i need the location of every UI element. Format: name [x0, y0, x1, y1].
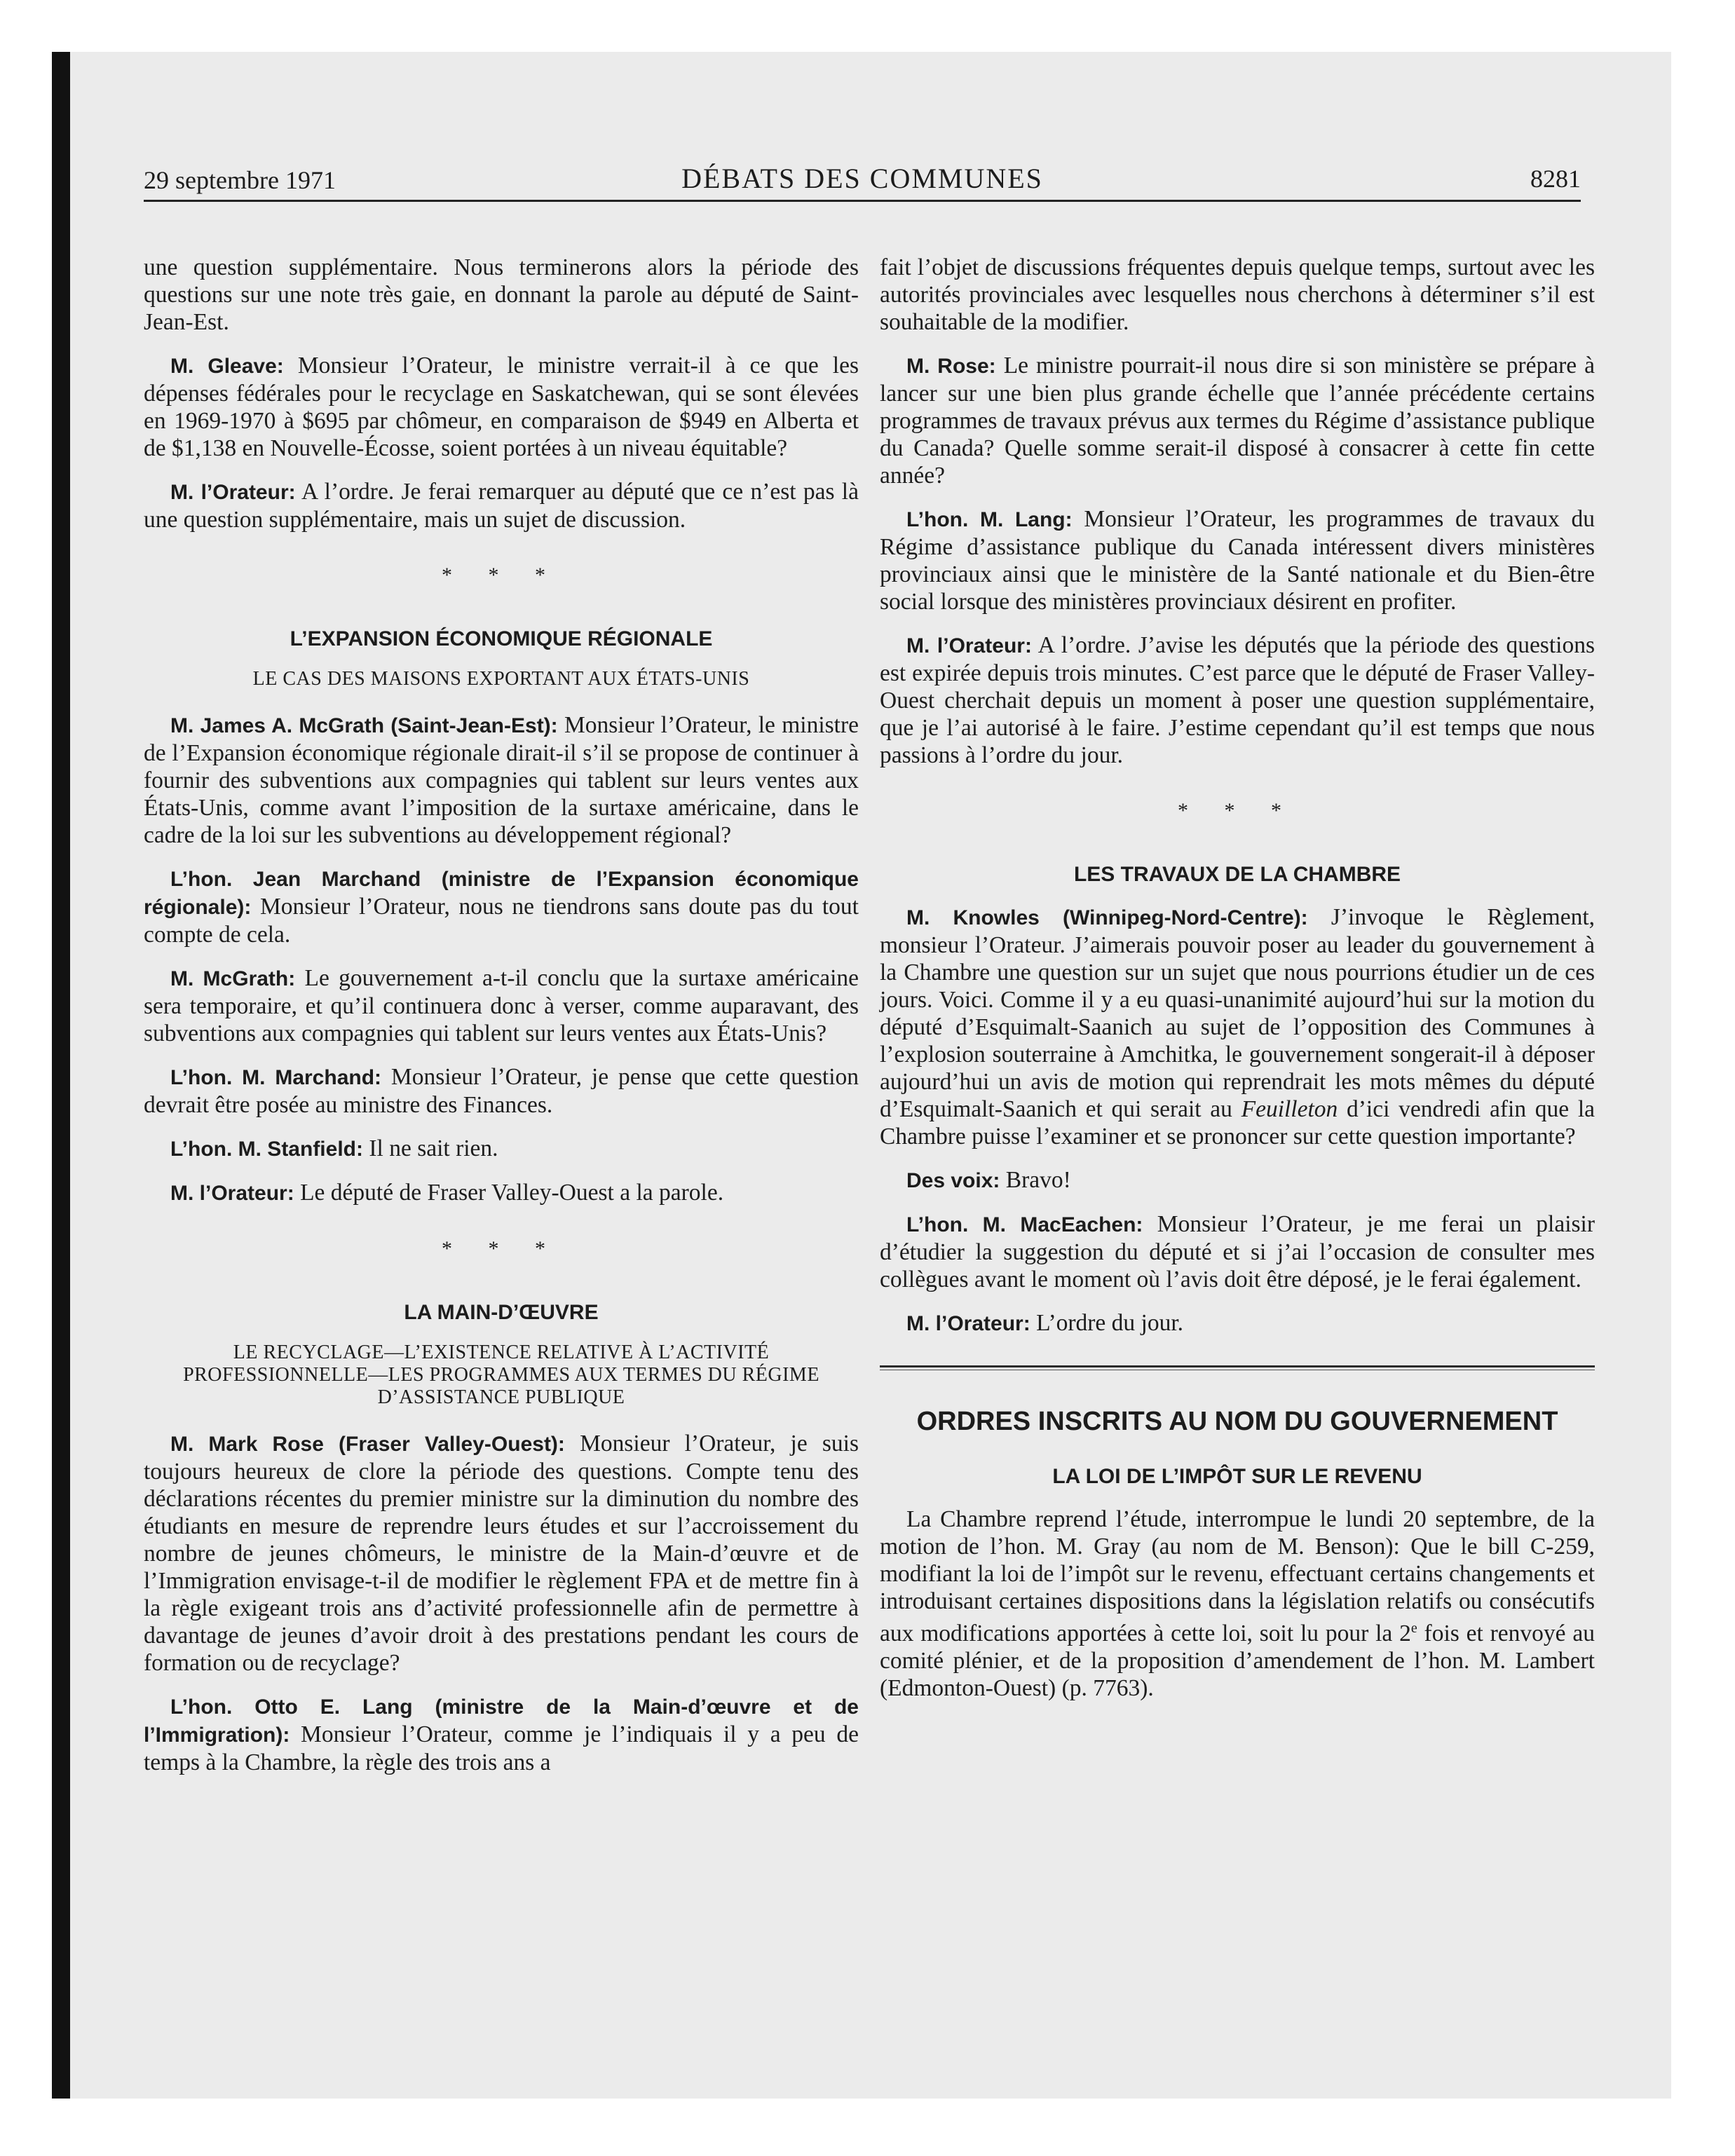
speech-text: Monsieur l’Orateur, je pense que cette question devrait être posée au ministre des Finances. [144, 1064, 859, 1118]
section-subheading: LE CAS DES MAISONS EXPORTANT AUX ÉTATS-UNIS [252, 668, 750, 690]
paragraph [144, 1135, 859, 1163]
section-separator: * * * [442, 1237, 561, 1260]
speaker-name: L’hon. Jean Marchand (ministre de l’Expansion économique régionale): [144, 868, 859, 919]
page-number: 8281 [1530, 165, 1581, 193]
section-subheading: LE RECYCLAGE—L’EXISTENCE RELATIVE À L’ACTIVITÉ PROFESSIONNELLE—LES PROGRAMMES AUX TERMES DU RÉGIME D’ASSISTANCE PUBLIQUE [183, 1342, 819, 1408]
paragraph [880, 1210, 1595, 1293]
speaker-name: M. l’Orateur: [170, 1182, 294, 1205]
paragraph [144, 964, 859, 1047]
paragraph [144, 478, 859, 533]
section-separator: * * * [1178, 799, 1297, 822]
paragraph [880, 1506, 1595, 1702]
section-heading: LA MAIN-D’ŒUVRE [404, 1301, 599, 1324]
section-heading: LA LOI DE L’IMPÔT SUR LE REVENU [1052, 1465, 1422, 1488]
speech-text: Monsieur l’Orateur, les programmes de travaux du Régime d’assistance publique du Canada intéressent divers ministères provinciaux ainsi que le ministère de la Santé nationale et du Bien-être social lorsque des ministères provinciaux désirent en profiter. [880, 506, 1595, 615]
paragraph [144, 352, 859, 462]
body-text: La Chambre reprend l’étude, interrompue le lundi 20 septembre, de la motion de l’hon. M. Gray (au nom de M. Benson): Que le bill C-259, modifiant la loi de l’impôt sur le revenu, effectuant certains changements et introduisant certaines dispositions dans la législation relatifs ou consécutifs aux modifications apportées à cette loi, soit lu pour la 2 [880, 1506, 1595, 1647]
speech-text: Monsieur l’Orateur, je suis toujours heureux de clore la période des questions. Compte tenu des déclarations récentes du premier ministre sur la diminution du nombre des étudiants en mesure de reprendre leurs études et sur l’accroissement du nombre de jeunes chômeurs, le ministre de la Main-d’œuvre et de l’Immigration envisage-t-il de modifier le règlement FPA et de mettre fin à la règle exigeant trois ans d’activité professionnelle afin de permettre à davantage de jeunes d’avoir droit à des prestations pendant les cours de formation ou de recyclage? [144, 1431, 859, 1676]
paragraph [880, 505, 1595, 615]
speech-text: Le ministre pourrait-il nous dire si son ministère se prépare à lancer sur une bien plus grande échelle que l’année précédente certains programmes de travaux prévus aux termes du Régime d’assistance publique du Canada? Quelle somme serait-il disposé à consacrer à cette fin cette année? [880, 353, 1595, 489]
speaker-name: L’hon. M. Marchand: [170, 1066, 382, 1089]
speaker-name: Des voix: [906, 1169, 1000, 1192]
paragraph [144, 865, 859, 948]
speaker-name: L’hon. M. Lang: [906, 508, 1073, 531]
header-rule [144, 200, 1581, 202]
paragraph [144, 1179, 859, 1207]
speaker-name: M. l’Orateur: [170, 481, 296, 504]
paragraph [880, 1166, 1595, 1194]
speech-text: Monsieur l’Orateur, comme je l’indiquais il y a peu de temps à la Chambre, la règle des trois ans a [144, 1721, 859, 1775]
header-title: DÉBATS DES COMMUNES [681, 163, 1043, 194]
speaker-name: M. McGrath: [170, 967, 296, 990]
speech-text: J’invoque le Règlement, monsieur l’Orateur. J’aimerais pouvoir poser au leader du gouvernement à la Chambre une question sur un sujet que nous pourrions étudier un de ces jours. Voici. Comme il y a eu quasi-unanimité aujourd’hui sur la motion du député d’Esquimalt-Saanich au sujet de l’opposition des Communes à l’explosion souterraine à Amchitka, le gouvernement songerait-il à déposer aujourd’hui un avis de motion qui reprendrait les mots mêmes du député d’Esquimalt-Saanich et qui serait au [880, 904, 1595, 1122]
body-text: fois et renvoyé au comité plénier, et de la proposition d’amendement de l’hon. M. Lambert (Edmonton-Ouest) (p. 7763). [880, 1621, 1595, 1702]
right-column [880, 254, 1595, 1718]
paragraph [880, 632, 1595, 769]
speech-text: Il ne sait rien. [362, 1135, 498, 1161]
major-heading: ORDRES INSCRITS AU NOM DU GOUVERNEMENT [916, 1407, 1558, 1436]
speech-text: Monsieur l’Orateur, le ministre de l’Expansion économique régionale dirait-il s’il se propose de continuer à fournir des subventions aux compagnies qui tablent sur leurs ventes aux États-Unis, comme avant l’imposition de la surtaxe américaine, dans le cadre de la loi sur les subventions au développement régional? [144, 712, 859, 848]
speech-text: Monsieur l’Orateur, le ministre verrait-il à ce que les dépenses fédérales pour le recyclage en Saskatchewan, qui se sont élevées en 1969-1970 à $695 par chômeur, en comparaison de $949 en Alberta et de $1,138 en Nouvelle-Écosse, soient portées à un niveau équitable? [144, 353, 859, 461]
paragraph: une question supplémentaire. Nous terminerons alors la période des questions sur une note très gaie, en donnant la parole au député de Saint-Jean-Est. [144, 254, 859, 335]
section-rule [880, 1365, 1595, 1370]
section-heading: L’EXPANSION ÉCONOMIQUE RÉGIONALE [290, 627, 713, 650]
speaker-name: M. Rose: [906, 355, 996, 378]
page-header [144, 160, 1581, 202]
speech-text: A l’ordre. Je ferai remarquer au député que ce n’est pas là une question supplémentaire, mais un sujet de discussion. [144, 479, 859, 533]
left-column [144, 254, 859, 1792]
superscript: e [1410, 1621, 1417, 1636]
section-separator: * * * [442, 564, 561, 587]
speaker-name: M. l’Orateur: [906, 1312, 1030, 1335]
speech-text: A l’ordre. J’avise les députés que la période des questions est expirée depuis trois minutes. C’est parce que le député de Fraser Valley-Ouest cherchait depuis un moment à poser une question supplémentaire, que je l’ai autorisé à le faire. J’estime cependant qu’il est temps que nous passions à l’ordre du jour. [880, 632, 1595, 768]
speaker-name: M. Mark Rose (Fraser Valley-Ouest): [170, 1433, 565, 1456]
speech-text: Bravo! [1000, 1167, 1071, 1193]
section-heading: LES TRAVAUX DE LA CHAMBRE [1073, 863, 1401, 886]
speaker-name: L’hon. M. Stanfield: [170, 1138, 363, 1161]
paragraph [880, 903, 1595, 1150]
speech-text: d’ici vendredi afin que la Chambre puisse l’examiner et se prononcer sur cette question importante? [880, 1096, 1595, 1149]
speech-text: Le gouvernement a-t-il conclu que la surtaxe américaine sera temporaire, et qu’il continuera donc à verser, comme auparavant, des subventions aux compagnies qui tablent sur leurs ventes aux États-Unis? [144, 965, 859, 1046]
speech-text: Monsieur l’Orateur, nous ne tiendrons sans doute pas du tout compte de cela. [144, 894, 859, 948]
speaker-name: L’hon. M. MacEachen: [906, 1213, 1143, 1236]
paragraph [880, 1309, 1595, 1337]
speaker-name: M. l’Orateur: [906, 634, 1032, 657]
paragraph [144, 1430, 859, 1677]
speaker-name: L’hon. Otto E. Lang (ministre de la Main-d’œuvre et de l’Immigration): [144, 1696, 859, 1747]
paragraph [880, 352, 1595, 489]
header-date: 29 septembre 1971 [144, 166, 336, 194]
paragraph: fait l’objet de discussions fréquentes depuis quelque temps, surtout avec les autorités provinciales avec lesquelles nous cherchons à déterminer s’il est souhaitable de la modifier. [880, 254, 1595, 335]
speech-text: Monsieur l’Orateur, je me ferai un plaisir d’étudier la suggestion du député et si j’ai l’occasion de consulter mes collègues avant le moment où l’avis doit être déposé, je le ferai également. [880, 1211, 1595, 1292]
speaker-name: M. James A. McGrath (Saint-Jean-Est): [170, 714, 558, 737]
speech-text: L’ordre du jour. [1030, 1310, 1184, 1336]
paragraph [144, 1063, 859, 1119]
speaker-name: M. Knowles (Winnipeg-Nord-Centre): [906, 906, 1308, 929]
speech-text: Le député de Fraser Valley-Ouest a la parole. [294, 1180, 724, 1206]
italic-text: Feuilleton [1241, 1096, 1338, 1122]
paragraph [144, 711, 859, 849]
speaker-name: M. Gleave: [170, 355, 284, 378]
scan-binding-edge [52, 52, 70, 2099]
paragraph [144, 1693, 859, 1776]
